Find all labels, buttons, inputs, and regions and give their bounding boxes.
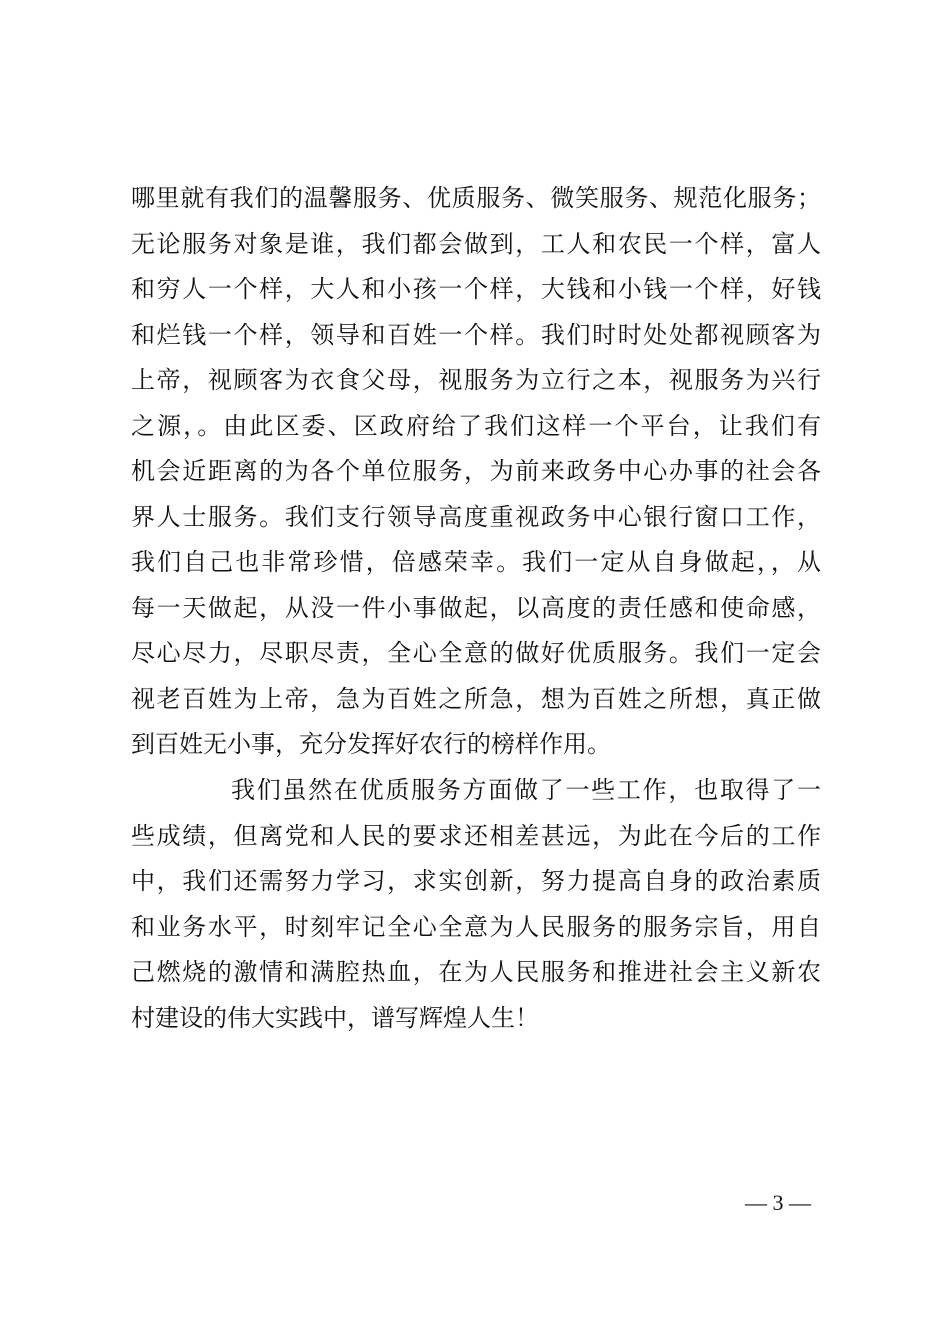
paragraph-line: 上帝，视顾客为衣食父母，视服务为立行之本，视服务为兴行 [131, 366, 821, 394]
paragraph-line: 中，我们还需努力学习，求实创新，努力提高自身的政治素质 [131, 867, 821, 895]
paragraph-line: 到百姓无小事，充分发挥好农行的榜样作用。 [131, 730, 611, 758]
paragraph-1 [131, 176, 821, 768]
paragraph-line: 己燃烧的激情和满腔热血，在为人民服务和推进社会主义新农 [131, 958, 821, 986]
paragraph-line: 村建设的伟大实践中，谱写辉煌人生！ [131, 1003, 539, 1032]
paragraph-line: 哪里就有我们的温馨服务、优质服务、微笑服务、规范化服务； [131, 184, 821, 212]
paragraph-line: 尽心尽力，尽职尽责，全心全意的做好优质服务。我们一定会 [131, 639, 821, 667]
paragraph-line: 之源，。由此区委、区政府给了我们这样一个平台，让我们有 [131, 411, 821, 440]
paragraph-line: 些成绩，但离党和人民的要求还相差甚远，为此在今后的工作 [131, 821, 821, 850]
page-number: — 3 — [745, 1190, 811, 1215]
paragraph-line: 和业务水平，时刻牢记全心全意为人民服务的服务宗旨，用自 [131, 912, 821, 941]
paragraph-line: 我们虽然在优质服务方面做了一些工作，也取得了一 [231, 776, 821, 804]
paragraph-line: 和烂钱一个样，领导和百姓一个样。我们时时处处都视顾客为 [131, 320, 821, 349]
paragraph-line: 我们自己也非常珍惜，倍感荣幸。我们一定从自身做起，，从 [131, 548, 821, 576]
paragraph-line: 机会近距离的为各个单位服务，为前来政务中心办事的社会各 [131, 457, 821, 485]
paragraph-2 [131, 768, 821, 1041]
paragraph-line: 无论服务对象是谁，我们都会做到，工人和农民一个样，富人 [131, 229, 821, 258]
paragraph-line: 界人士服务。我们支行领导高度重视政务中心银行窗口工作， [131, 502, 821, 531]
paragraph-line: 每一天做起，从没一件小事做起，以高度的责任感和使命感， [131, 593, 821, 622]
paragraph-line: 和穷人一个样，大人和小孩一个样，大钱和小钱一个样，好钱 [131, 275, 821, 303]
paragraph-line: 视老百姓为上帝，急为百姓之所急，想为百姓之所想，真正做 [131, 684, 821, 713]
